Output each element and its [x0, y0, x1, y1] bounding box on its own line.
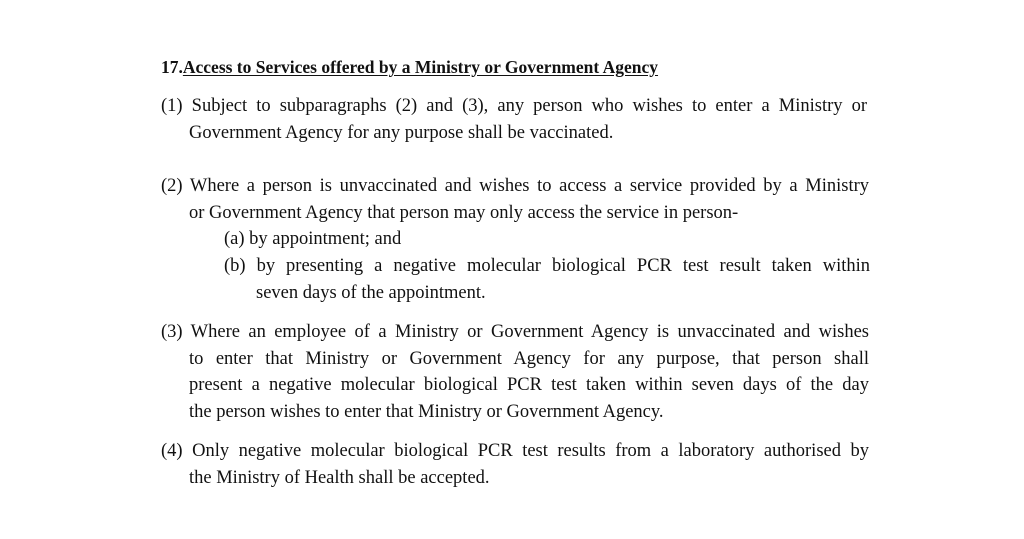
paragraph-3-line-2: to enter that Ministry or Government Agency for any purpose, that person shall — [189, 349, 869, 369]
section-title: Access to Services offered by a Ministry or Government Agency — [182, 57, 659, 77]
paragraph-4-line-1: (4) Only negative molecular biological PCR test results from a laboratory authorised by — [161, 441, 869, 461]
subitem-a-line-1: (a) by appointment; and — [224, 229, 402, 249]
section-number: 17. — [161, 57, 183, 77]
subitem-b-line-2: seven days of the appointment. — [256, 283, 486, 303]
paragraph-2-line-1: (2) Where a person is unvaccinated and wishes to access a service provided by a Ministry — [161, 176, 869, 196]
paragraph-3-line-4: the person wishes to enter that Ministry or Government Agency. — [189, 402, 664, 422]
subitem-b-line-1: (b) by presenting a negative molecular biological PCR test result taken within — [224, 256, 870, 276]
paragraph-2-line-2: or Government Agency that person may only access the service in person- — [189, 203, 739, 223]
paragraph-3-line-1: (3) Where an employee of a Ministry or Government Agency is unvaccinated and wishes — [161, 322, 869, 342]
paragraph-1-line-2: Government Agency for any purpose shall be vaccinated. — [189, 123, 614, 143]
paragraph-3-line-3: present a negative molecular biological PCR test taken within seven days of the day — [189, 375, 869, 395]
paragraph-1-line-1: (1) Subject to subparagraphs (2) and (3), any person who wishes to enter a Ministry or — [161, 96, 867, 116]
paragraph-4-line-2: the Ministry of Health shall be accepted. — [189, 468, 490, 488]
section-heading — [161, 57, 658, 78]
